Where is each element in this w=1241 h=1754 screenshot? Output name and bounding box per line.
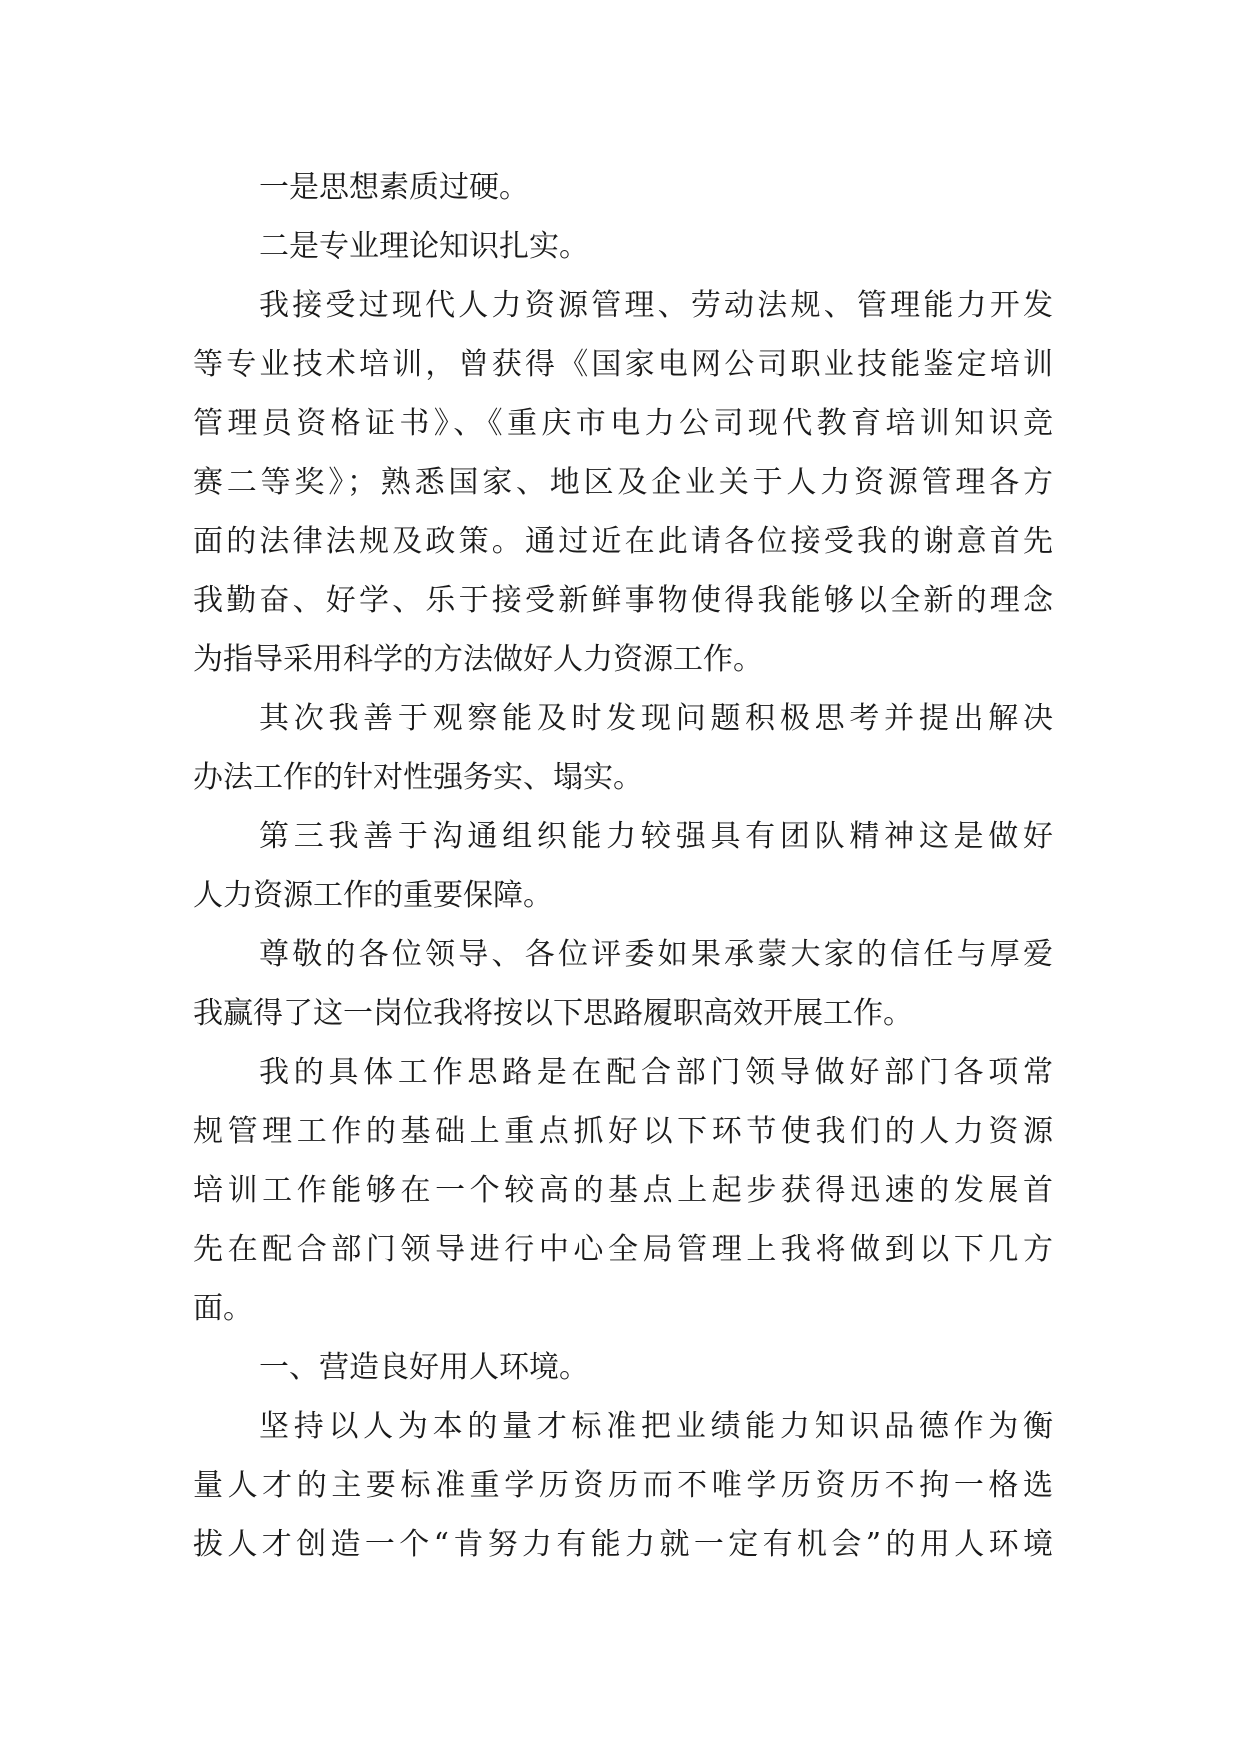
text-line: 尊敬的各位领导、各位评委如果承蒙大家的信任与厚爱 bbox=[259, 937, 1053, 972]
text-line: 我勤奋、好学、乐于接受新鲜事物使得我能够以全新的理念 bbox=[193, 583, 1053, 618]
text-line: 量人才的主要标准重学历资历而不唯学历资历不拘一格选 bbox=[193, 1468, 1053, 1503]
text-line: 我的具体工作思路是在配合部门领导做好部门各项常 bbox=[259, 1055, 1053, 1090]
text-line: 办法工作的针对性强务实、塌实。 bbox=[193, 760, 643, 795]
text-line: 我赢得了这一岗位我将按以下思路履职高效开展工作。 bbox=[193, 996, 913, 1031]
text-line: 赛二等奖》；熟悉国家、地区及企业关于人力资源管理各方 bbox=[193, 465, 1053, 500]
text-line: 二是专业理论知识扎实。 bbox=[259, 229, 589, 264]
text-line: 人力资源工作的重要保障。 bbox=[193, 878, 553, 913]
text-line: 先在配合部门领导进行中心全局管理上我将做到以下几方 bbox=[193, 1232, 1053, 1267]
text-line: 一是思想素质过硬。 bbox=[259, 170, 529, 205]
document-body bbox=[193, 158, 1053, 1574]
text-line: 拔人才创造一个“肯努力有能力就一定有机会”的用人环境 bbox=[193, 1527, 1053, 1562]
text-line: 规管理工作的基础上重点抓好以下环节使我们的人力资源 bbox=[193, 1114, 1053, 1149]
text-line: 第三我善于沟通组织能力较强具有团队精神这是做好 bbox=[259, 819, 1053, 854]
text-line: 坚持以人为本的量才标准把业绩能力知识品德作为衡 bbox=[259, 1409, 1053, 1444]
text-line: 一、营造良好用人环境。 bbox=[259, 1350, 589, 1385]
text-line: 等专业技术培训，曾获得《国家电网公司职业技能鉴定培训 bbox=[193, 347, 1053, 382]
text-line: 面。 bbox=[193, 1291, 253, 1326]
text-line: 为指导采用科学的方法做好人力资源工作。 bbox=[193, 642, 763, 677]
text-line: 培训工作能够在一个较高的基点上起步获得迅速的发展首 bbox=[193, 1173, 1053, 1208]
text-line: 面的法律法规及政策。通过近在此请各位接受我的谢意首先 bbox=[193, 524, 1053, 559]
text-line: 其次我善于观察能及时发现问题积极思考并提出解决 bbox=[259, 701, 1053, 736]
text-line: 管理员资格证书》、《重庆市电力公司现代教育培训知识竞 bbox=[193, 406, 1053, 441]
text-line: 我接受过现代人力资源管理、劳动法规、管理能力开发 bbox=[259, 288, 1053, 323]
